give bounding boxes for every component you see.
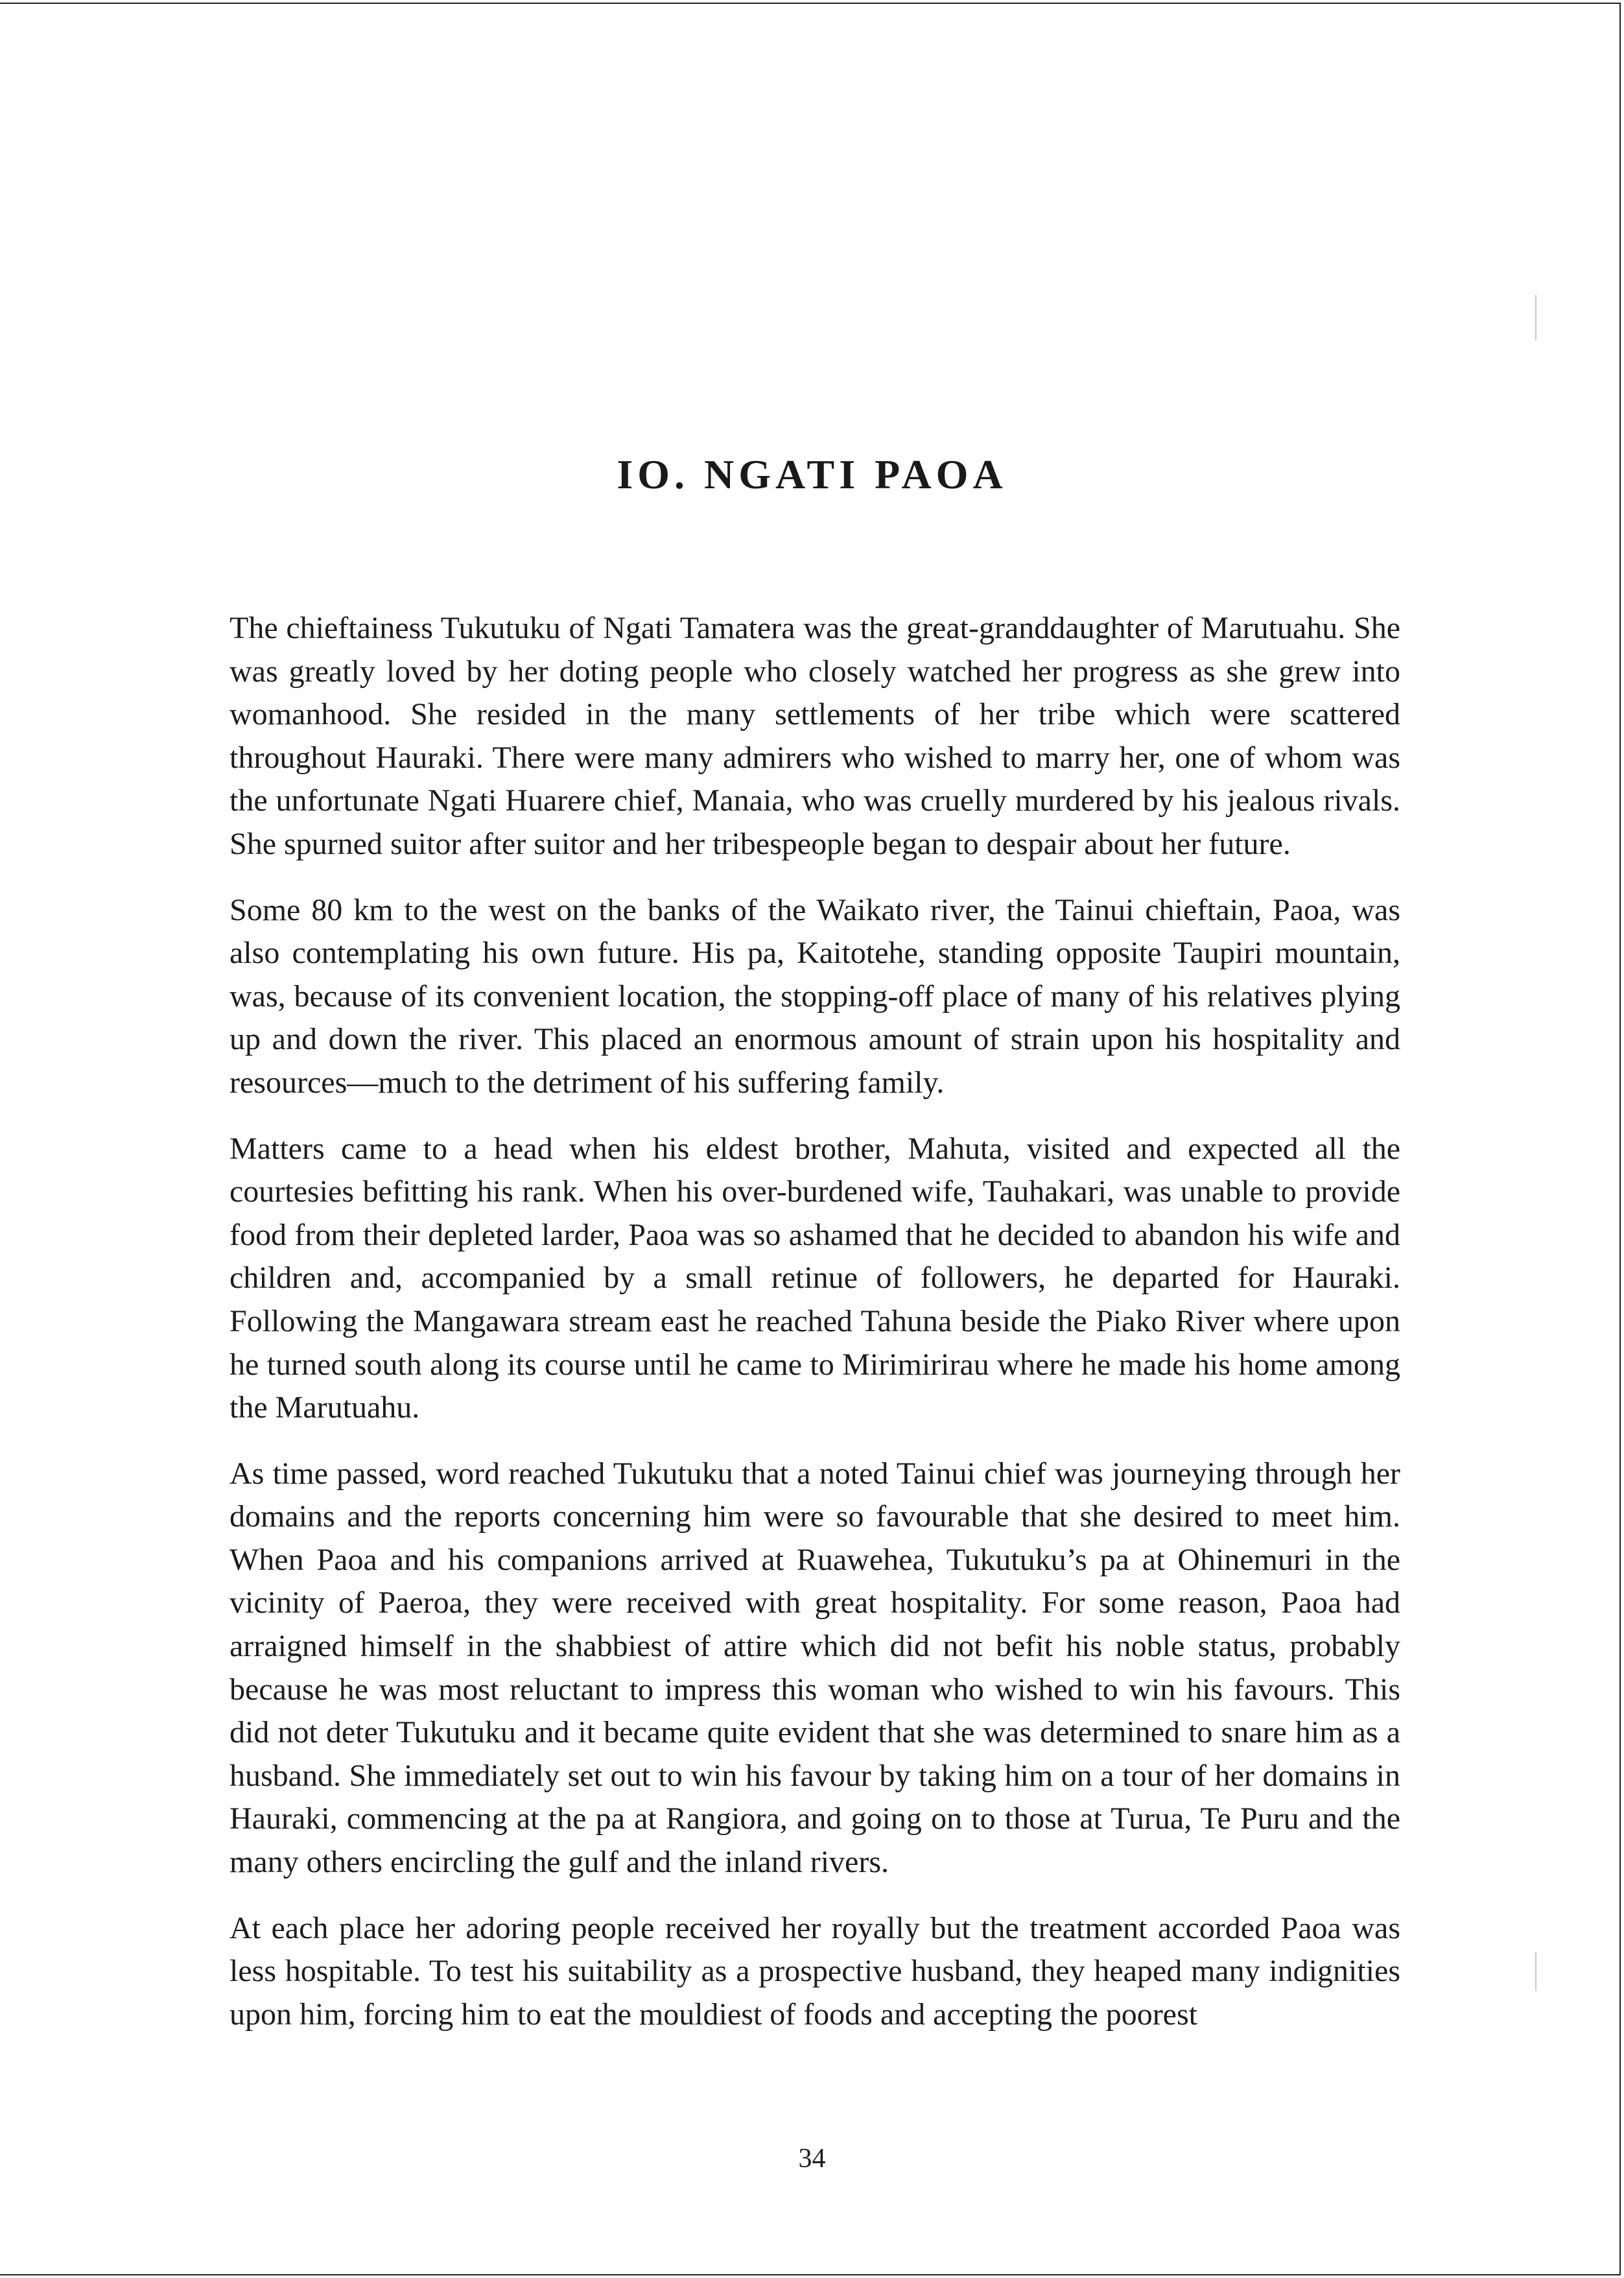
right-margin-mark-lower xyxy=(1535,1952,1536,1991)
chapter-title: IO. NGATI PAOA xyxy=(617,451,1007,497)
body-text xyxy=(229,607,1400,2059)
paragraph: Matters came to a head when his eldest brother, Mahuta, visited and expected all the courtesies befitting his rank. When his over-burdened wife, Tauhakari, was unable to provide food from their depleted larder, Paoa was so ashamed that he decided to abandon his wife and children and, accompanied by a small retinue of followers, he departed for Hauraki. Following the Mangawara stream east he reached Tahuna beside the Piako River where upon he turned south along its course until he came to Mirimirirau where he made his home among the Marutuahu. xyxy=(229,1131,1400,1425)
right-margin-mark xyxy=(1535,295,1536,340)
paragraph: As time passed, word reached Tukutuku that a noted Tainui chief was journeying through her domains and the reports concerning him were so favourable that she desired to meet him. When Paoa and his companions arrived at Ruawehea, Tukutuku’s pa at Ohinemuri in the vicinity of Paeroa, they were received with great hospitality. For some reason, Paoa had arraigned himself in the shabbiest of attire which did not befit his noble status, probably because he was most reluctant to impress this woman who wished to win his favours. This did not deter Tukutuku and it became quite evident that she was determined to snare him as a husband. She immediately set out to win his favour by taking him on a tour of her domains in Hauraki, commencing at the pa at Rangiora, and going on to those at Turua, Te Puru and the many others encircling the gulf and the inland rivers. xyxy=(229,1456,1400,1880)
paragraph: Some 80 km to the west on the banks of the Waikato river, the Tainui chieftain, Paoa, was also contemplating his own future. His pa, Kaitotehe, standing opposite Taupiri mountain, was, because of its convenient location, the stopping-off place of many of his relatives plying up and down the river. This placed an enormous amount of strain upon his hospitality and resources—much to the detriment of his suffering family. xyxy=(229,892,1400,1100)
paragraph: The chieftainess Tukutuku of Ngati Tamatera was the great-granddaughter of Marutuahu. She was greatly loved by her doting people who closely watched her progress as she grew into womanhood. She resided in the many settlements of her tribe which were scattered throughout Hauraki. There were many admirers who wished to marry her, one of whom was the unfortunate Ngati Huarere chief, Manaia, who was cruelly murdered by his jealous rivals. She spurned suitor after suitor and her tribespeople began to despair about her future. xyxy=(229,611,1400,861)
page-number: 34 xyxy=(798,2144,826,2174)
paragraph: At each place her adoring people received her royally but the treatment accorded Paoa was less hospitable. To test his suitability as a prospective husband, they heaped many indignities upon him, forcing him to eat the mouldiest of foods and accepting the poorest xyxy=(229,1910,1400,2032)
